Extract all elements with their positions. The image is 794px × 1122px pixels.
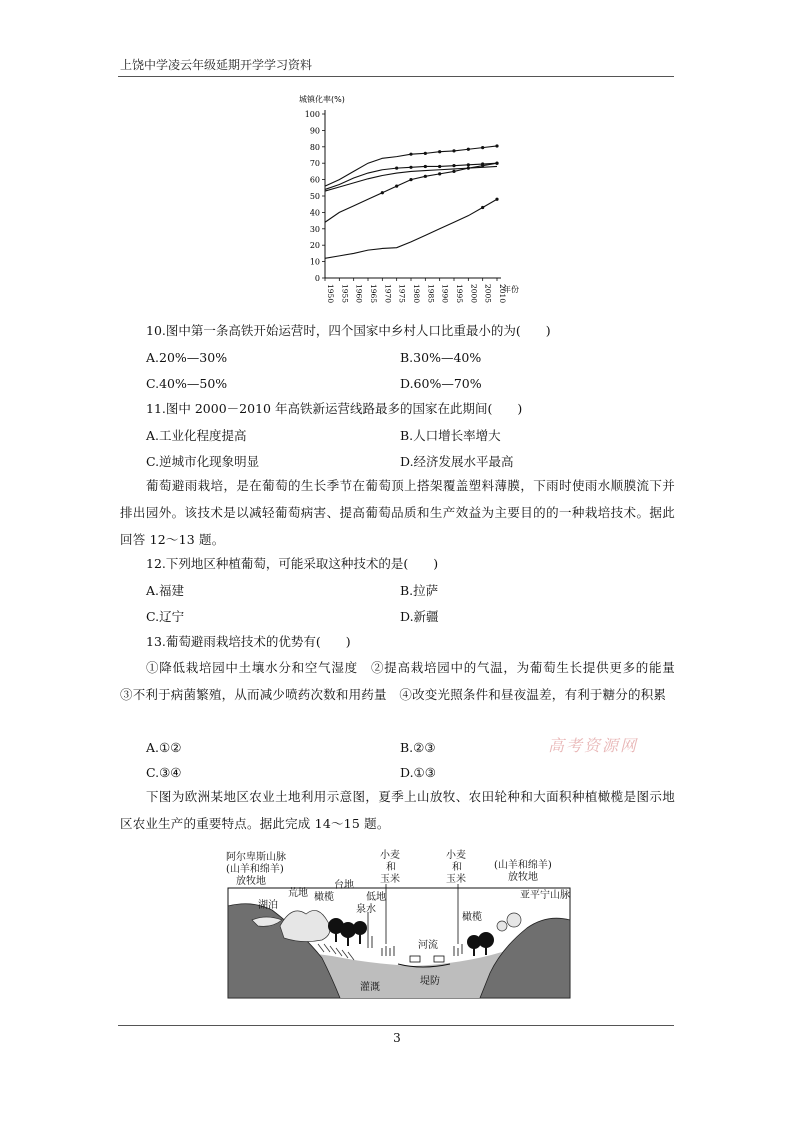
series-point xyxy=(481,146,484,149)
series-point xyxy=(467,163,470,166)
label-terrace: 台地 xyxy=(334,880,354,891)
label-wheat-right-3: 玉米 xyxy=(446,874,466,885)
q12-option-d: D.新疆 xyxy=(400,609,439,624)
label-wheat-left-2: 和 xyxy=(386,862,396,873)
x-tick-label: 1960 xyxy=(354,284,364,304)
q10-option-b: B.30%—40% xyxy=(400,350,482,365)
label-wasteland: 荒地 xyxy=(288,888,308,899)
series-point xyxy=(438,172,441,175)
series-point xyxy=(395,185,398,188)
label-olive-left: 橄榄 xyxy=(314,892,334,903)
x-tick-label: 1970 xyxy=(383,284,393,304)
q10-option-d: D.60%—70% xyxy=(400,376,482,391)
chart-axes xyxy=(325,110,501,278)
land-use-svg xyxy=(222,848,582,1000)
q13-option-c: C.③④ xyxy=(146,765,182,780)
series-point xyxy=(481,164,484,167)
y-tick-label: 30 xyxy=(309,224,320,234)
q11-option-c: C.逆城市化现象明显 xyxy=(146,454,260,469)
series-point xyxy=(438,165,441,168)
levee-right xyxy=(434,956,444,962)
page-number: 3 xyxy=(393,1031,401,1045)
series-point xyxy=(467,148,470,151)
series-point xyxy=(452,170,455,173)
label-spring: 泉水 xyxy=(356,904,376,915)
wasteland-hill xyxy=(280,910,330,941)
y-tick-label: 50 xyxy=(309,192,320,201)
label-right-pasture: 放牧地 xyxy=(508,872,538,883)
urbanization-chart xyxy=(285,92,535,314)
chart-y-label: 城镇化率(%) xyxy=(299,95,345,104)
series-point xyxy=(424,165,427,168)
series-point xyxy=(495,144,498,147)
chart-svg xyxy=(285,92,535,314)
x-tick-label: 1965 xyxy=(369,284,378,304)
label-lowland: 低地 xyxy=(366,892,386,903)
x-tick-label: 1990 xyxy=(440,284,450,304)
land-use-diagram xyxy=(222,848,582,1000)
y-tick-label: 70 xyxy=(309,159,320,169)
chart-x-label: 年份 xyxy=(503,285,519,294)
levee-left xyxy=(410,956,420,962)
chart-x-ticks xyxy=(325,278,507,303)
series-point xyxy=(452,164,455,167)
x-tick-label: 2000 xyxy=(469,284,479,304)
q13-statements: ①降低栽培园中土壤水分和空气湿度 ②提高栽培园中的气温，为葡萄生长提供更多的能量 ③不利于病菌繁殖，从而减少喷药次数和用药量 ④改变光照条件和昼夜温差，有利于糖分的积累 xyxy=(120,660,688,702)
x-tick-label: 2005 xyxy=(483,284,493,304)
label-lake: 湖泊 xyxy=(258,900,278,911)
q13-option-a: A.①② xyxy=(146,740,182,755)
q12-option-c: C.辽宁 xyxy=(146,609,185,624)
passage-grape: 葡萄避雨栽培，是在葡萄的生长季节在葡萄顶上搭架覆盖塑料薄膜，下雨时使雨水顺膜流下并排出园外。该技术是以减轻葡萄病害、提高葡萄品质和生产效益为主要目的的一种栽培技术。据此回答 12～13 题。 xyxy=(120,478,675,547)
q11-option-a: A.工业化程度提高 xyxy=(146,428,247,443)
label-alps-sheep: (山羊和绵羊) xyxy=(226,864,284,875)
q11-option-b: B.人口增长率增大 xyxy=(400,428,501,443)
series-point xyxy=(438,150,441,153)
label-irrigation: 灌溉 xyxy=(360,982,380,993)
series-point xyxy=(409,166,412,169)
x-tick-label: 1995 xyxy=(455,284,464,304)
q11-stem: 11.图中 2000－2010 年高铁新运营线路最多的国家在此期间( ) xyxy=(146,401,523,416)
y-tick-label: 100 xyxy=(304,110,320,119)
y-tick-label: 20 xyxy=(309,241,320,251)
series-point xyxy=(409,178,412,181)
q10-stem: 10.图中第一条高铁开始运营时，四个国家中乡村人口比重最小的为( ) xyxy=(146,323,551,338)
q13-option-d: D.①③ xyxy=(400,765,436,780)
chart-series xyxy=(325,144,499,258)
label-alps-pasture: 放牧地 xyxy=(236,876,266,887)
chart-y-ticks xyxy=(305,110,325,283)
series-point xyxy=(495,162,498,165)
series-line xyxy=(325,199,497,258)
passage-europe: 下图为欧洲某地区农业土地利用示意图，夏季上山放牧、农田轮种和大面积种植橄榄是图示地区农业生产的重要特点。据此完成 14～15 题。 xyxy=(120,789,675,831)
x-tick-label: 1955 xyxy=(340,284,350,304)
series-line xyxy=(325,163,497,222)
q12-option-a: A.福建 xyxy=(146,583,185,598)
series-point xyxy=(395,167,398,170)
label-olive-right: 橄榄 xyxy=(462,912,482,923)
y-tick-label: 60 xyxy=(309,175,320,185)
label-wheat-left-3: 玉米 xyxy=(380,874,400,885)
watermark: 高考资源网 xyxy=(548,736,639,755)
q10-option-a: A.20%—30% xyxy=(146,350,228,365)
x-tick-label: 1975 xyxy=(397,284,407,304)
label-wheat-left-1: 小麦 xyxy=(380,850,400,861)
series-point xyxy=(424,152,427,155)
q10-option-c: C.40%—50% xyxy=(146,376,228,391)
series-point xyxy=(452,149,455,152)
series-point xyxy=(467,167,470,170)
series-point xyxy=(409,153,412,156)
x-tick-label: 1980 xyxy=(412,284,421,304)
q12-option-b: B.拉萨 xyxy=(400,583,439,598)
x-tick-label: 2010 xyxy=(498,284,507,304)
label-river: 河流 xyxy=(418,940,438,951)
label-wheat-right-1: 小麦 xyxy=(446,850,466,861)
header-divider xyxy=(118,76,674,77)
q13-option-b: B.②③ xyxy=(400,740,436,755)
series-point xyxy=(381,191,384,194)
x-tick-label: 1985 xyxy=(426,284,436,304)
label-levee: 堤防 xyxy=(420,976,440,987)
series-point xyxy=(481,206,484,209)
q11-option-d: D.经济发展水平最高 xyxy=(400,454,514,469)
page-header: 上饶中学凌云年级延期开学学习资料 xyxy=(120,58,313,72)
x-tick-label: 1950 xyxy=(326,284,335,304)
series-point xyxy=(495,198,498,201)
y-tick-label: 10 xyxy=(309,257,320,267)
series-point xyxy=(424,175,427,178)
y-tick-label: 40 xyxy=(309,208,320,218)
label-right-sheep: (山羊和绵羊) xyxy=(494,860,552,871)
y-tick-label: 0 xyxy=(314,274,320,283)
y-tick-label: 80 xyxy=(309,142,320,152)
q12-stem: 12.下列地区种植葡萄，可能采取这种技术的是( ) xyxy=(146,556,439,571)
y-tick-label: 90 xyxy=(309,126,320,136)
footer-divider xyxy=(118,1025,674,1026)
label-apennines: 亚平宁山脉 xyxy=(520,890,570,901)
label-wheat-right-2: 和 xyxy=(452,862,462,873)
label-alps: 阿尔卑斯山脉 xyxy=(226,852,286,863)
q13-stem: 13.葡萄避雨栽培技术的优势有( ) xyxy=(146,634,351,649)
